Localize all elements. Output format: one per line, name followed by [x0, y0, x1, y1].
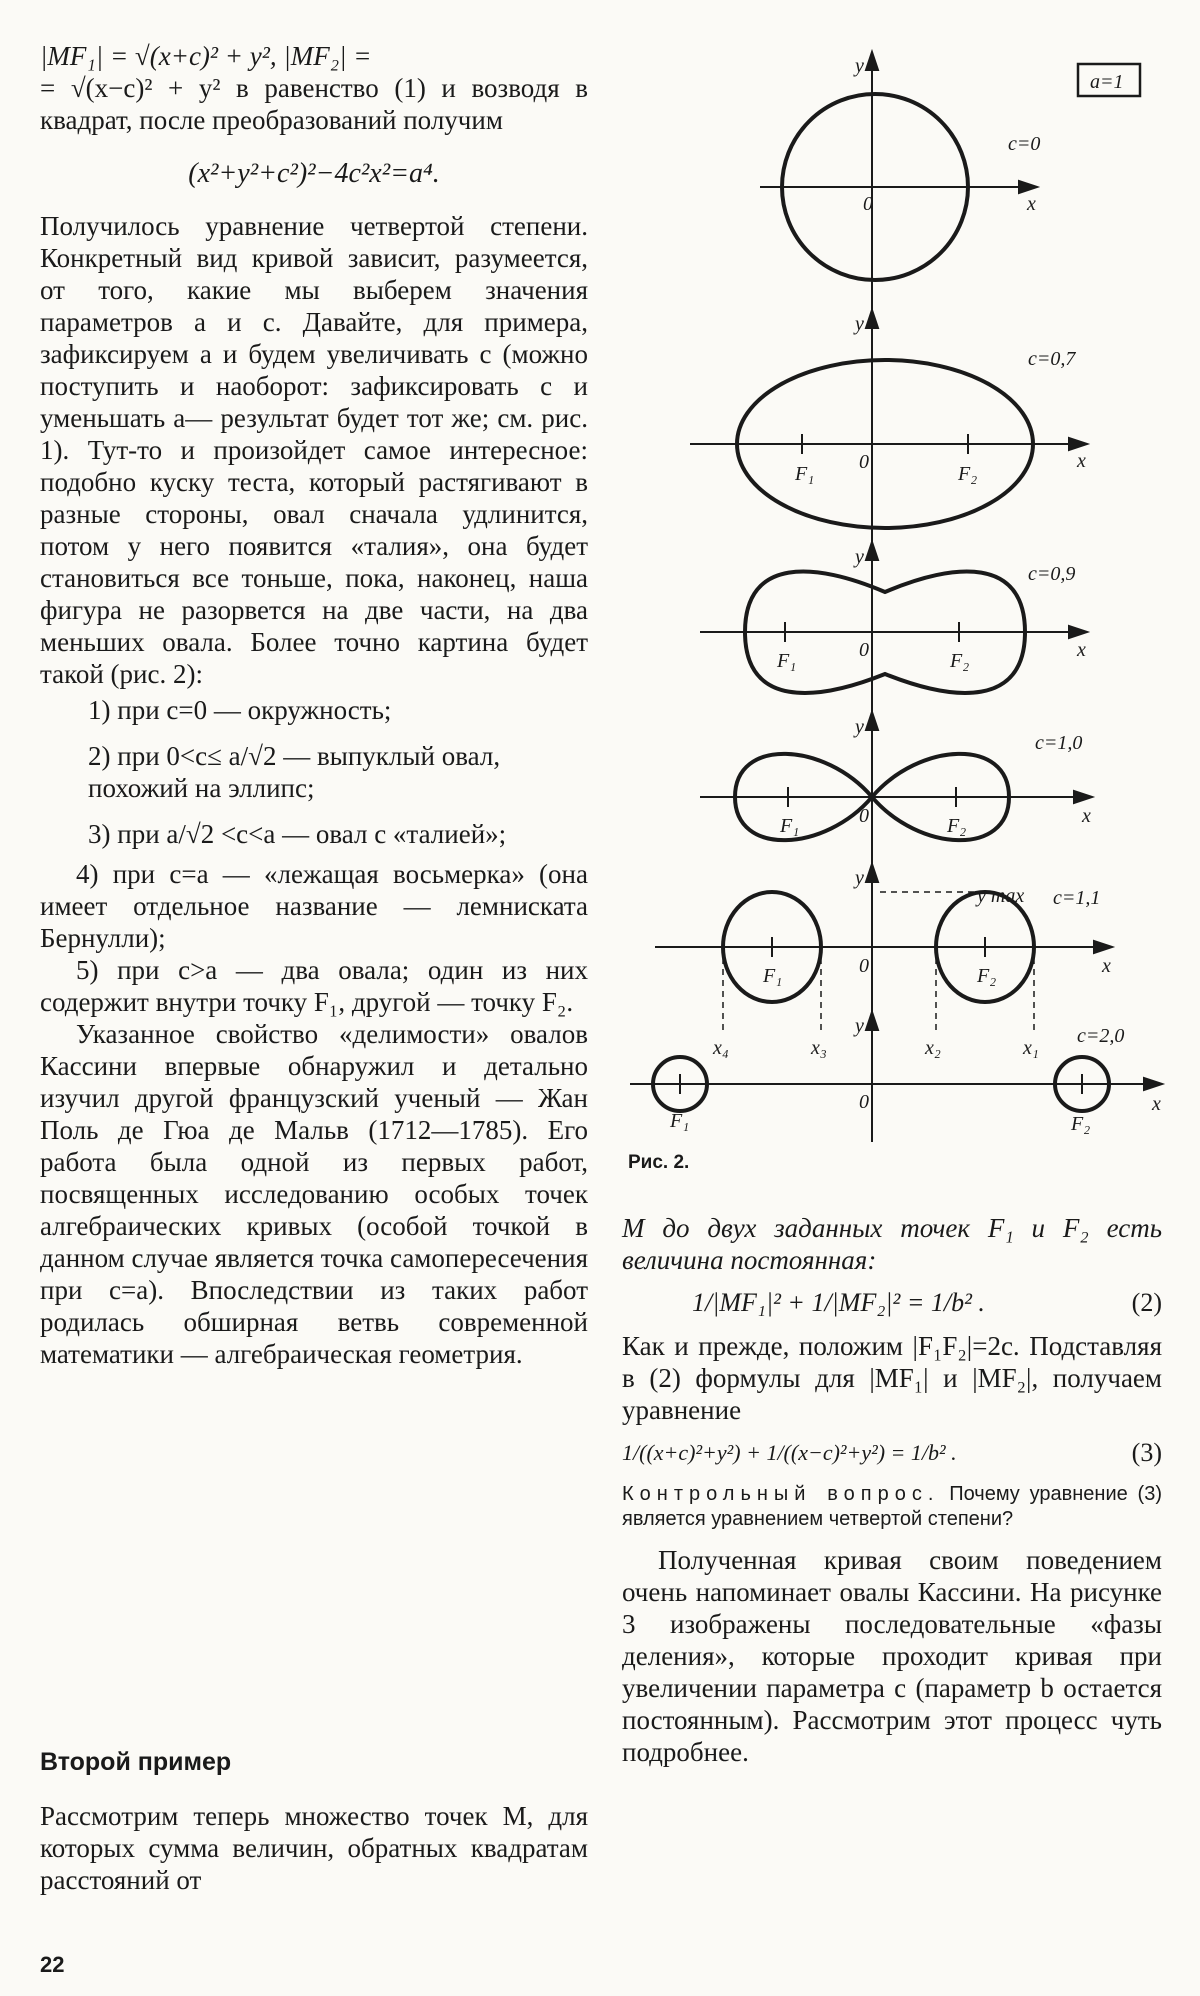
svg-text:x₂: x₂ — [925, 1037, 941, 1059]
label-c09: c=0,9 — [1028, 563, 1076, 585]
svg-text:x: x — [1077, 450, 1086, 472]
equation-3-body: 1/((x+c)²+y²) + 1/((x−c)²+y²) = 1/b² . — [622, 1440, 957, 1465]
right-paragraph-3: Полученная кривая своим поведением очень напоминает овалы Кассини. На рисунке 3 изображены последовательные «фазы деления», которые проходит кривая при увеличении параметра c (параметр b остается постоянным). Рассмотрим этот процесс чуть подробнее. — [622, 1545, 1162, 1767]
paragraph-2: Указанное свойство «делимости» овалов Кассини впервые обнаружил и детально изучил другой французский ученый — Жан Поль де Гюа де Мальв (1712—1785). Его работа была одной из первых работ, посвященных исследованию особых точек алгебраических кривых (особой точкой в данном случае является точка самопересечения при c=a). Впоследствии из таких работ родилась обширная ветвь современной математики — алгебраическая геометрия. — [40, 1019, 588, 1369]
svg-text:F₂: F₂ — [947, 815, 967, 837]
equation-2-number: (2) — [1131, 1288, 1162, 1317]
equation-2-body: 1/|MF₁|² + 1/|MF₂|² = 1/b² . — [692, 1288, 985, 1317]
svg-text:x: x — [1077, 639, 1086, 661]
svg-text:F₁: F₁ — [763, 965, 783, 987]
formula-line-1: |MF₁| = √(x+c)² + y², |MF₂| = — [40, 41, 372, 71]
svg-text:x: x — [1152, 1093, 1161, 1115]
svg-text:0: 0 — [859, 639, 869, 661]
label-c20: c=2,0 — [1077, 1025, 1125, 1047]
svg-text:F₁: F₁ — [777, 650, 797, 672]
svg-text:y: y — [855, 313, 864, 335]
label-c11: c=1,1 — [1053, 887, 1101, 909]
right-column — [622, 1212, 1162, 1768]
svg-text:0: 0 — [859, 955, 869, 977]
list-item-2: 2) при 0<c≤ a/√2 — выпуклый овал, похожий на эллипс; — [88, 741, 501, 803]
control-question-label: Контрольный вопрос. — [622, 1483, 940, 1505]
svg-text:x₄: x₄ — [713, 1037, 729, 1059]
left-column — [40, 40, 588, 1370]
right-paragraph-2: Как и прежде, положим |F₁F₂|=2c. Подставляя в (2) формулы для |MF₁| и |MF₂|, получаем уравнение — [622, 1331, 1162, 1425]
list-item-3: 3) при a/√2 <c<a — овал с «талией»; — [88, 819, 507, 849]
svg-text:x: x — [1027, 193, 1036, 215]
equation-3-number: (3) — [1131, 1438, 1162, 1467]
svg-text:F₂: F₂ — [958, 463, 978, 485]
svg-text:0: 0 — [859, 451, 869, 473]
list-item-4: 4) при c=a — «лежащая восьмерка» (она имеет отдельное название — лемниската Бернулли); — [40, 859, 588, 953]
list-item-5: 5) при c>a — два овала; один из них содержит внутри точку F₁, другой — точку F₂. — [40, 955, 588, 1017]
svg-text:0: 0 — [863, 193, 873, 215]
svg-text:x: x — [1082, 805, 1091, 827]
ymax-label: y max — [977, 885, 1025, 907]
label-c0: c=0 — [1008, 133, 1041, 155]
svg-text:F₁: F₁ — [670, 1110, 690, 1132]
label-c10: c=1,0 — [1035, 732, 1083, 754]
svg-text:y: y — [855, 55, 864, 77]
box-label: a=1 — [1090, 71, 1124, 93]
svg-text:F₂: F₂ — [950, 650, 970, 672]
control-question-text: Почему уравнение (3) является уравнением четвертой степени? — [622, 1483, 1162, 1530]
svg-text:x₁: x₁ — [1023, 1037, 1039, 1059]
svg-text:x₃: x₃ — [811, 1037, 827, 1059]
paragraph-3: Рассмотрим теперь множество точек M, для которых сумма величин, обратных квадратам расстояний от — [40, 1801, 588, 1895]
equation-3 — [622, 1438, 1162, 1468]
section-heading: Второй пример — [40, 1748, 232, 1776]
right-paragraph-1: M до двух заданных точек F₁ и F₂ есть величина постоянная: — [622, 1213, 1162, 1275]
svg-text:F₁: F₁ — [795, 463, 815, 485]
page-number: 22 — [40, 1952, 65, 1977]
svg-text:0: 0 — [859, 1091, 869, 1113]
svg-text:F₂: F₂ — [977, 965, 997, 987]
label-c07: c=0,7 — [1028, 348, 1076, 370]
svg-text:0: 0 — [859, 805, 869, 827]
svg-text:y: y — [855, 716, 864, 738]
svg-text:x: x — [1102, 955, 1111, 977]
control-question — [622, 1482, 1162, 1532]
svg-text:F₁: F₁ — [780, 815, 800, 837]
equation-2 — [622, 1288, 1162, 1318]
svg-text:y: y — [855, 546, 864, 568]
svg-text:y: y — [855, 1015, 864, 1037]
quartic-equation: (x²+y²+c²)²−4c²x²=a⁴. — [188, 158, 440, 189]
svg-text:F₂: F₂ — [1071, 1113, 1091, 1135]
formula-line-2: = √(x−c)² + y² в равенство (1) и возводя в квадрат, после преобразований получим — [40, 73, 588, 135]
svg-text:y: y — [855, 867, 864, 889]
figure-caption: Рис. 2. — [628, 1152, 690, 1173]
cassini-ovals-figure — [615, 22, 1170, 1152]
paragraph-1: Получилось уравнение четвертой степени. Конкретный вид кривой зависит, разумеется, от того, какие мы выберем значения параметров a и c. Давайте, для примера, зафиксируем a и будем увеличивать c (можно поступить и наоборот: зафиксировать c и уменьшать a— результат будет тот же; см. рис. 1). Тут-то и произойдет самое интересное: подобно куску теста, который растягивают в разные стороны, овал сначала удлинится, потом у него появится «талия», она будет становиться все тоньше, пока, наконец, наша фигура не разорвется на две части, на два меньших овала. Более точно картина будет такой (рис. 2): — [40, 211, 588, 689]
list-item-1: 1) при c=0 — окружность; — [88, 695, 392, 725]
